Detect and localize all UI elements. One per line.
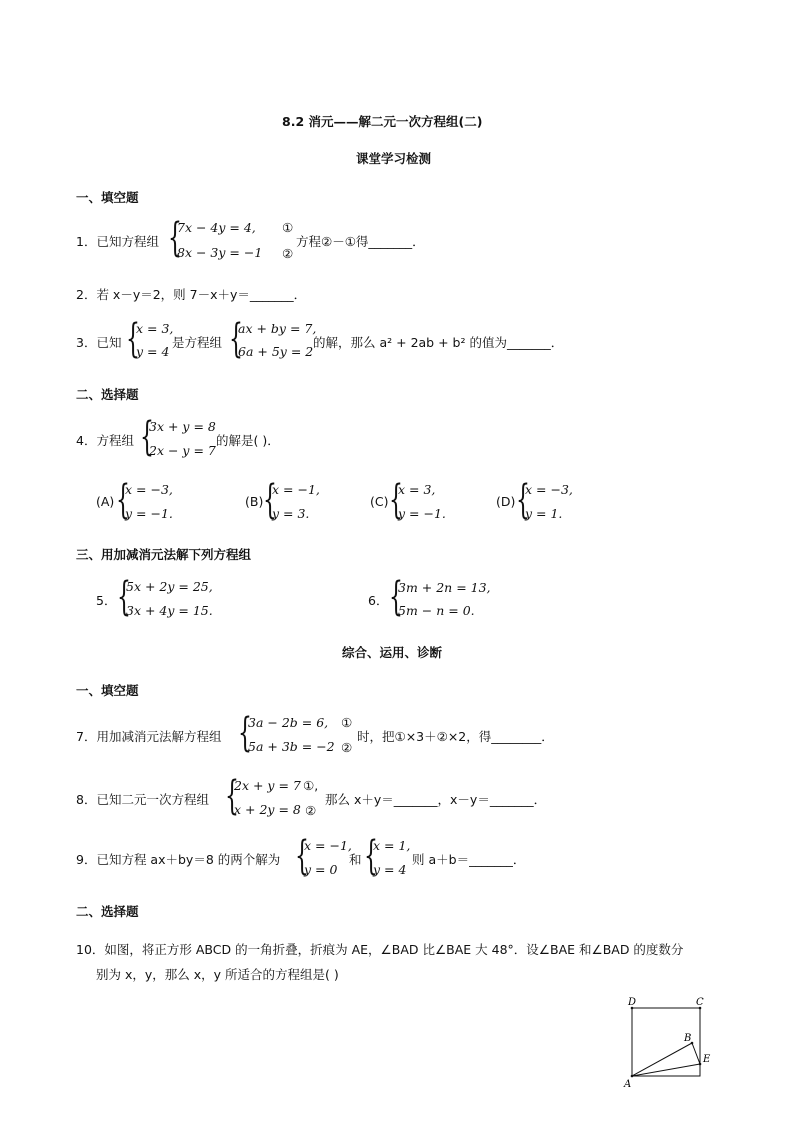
brace-icon: {	[168, 215, 182, 261]
q7-eq1: 3a − 2b = 6,	[248, 715, 329, 730]
option-c-eq2: y = −1.	[398, 506, 446, 521]
brace-icon: {	[263, 477, 277, 523]
q9-prefix: 9．已知方程 ax＋by＝8 的两个解为	[76, 852, 281, 867]
part1-heading: 一、填空题	[76, 190, 139, 205]
label-d: D	[628, 997, 637, 1008]
q1-eq2-mark: ②	[282, 246, 294, 261]
part5-heading: 二、选择题	[76, 904, 139, 919]
brace-icon: {	[126, 316, 140, 362]
point-a	[631, 1075, 634, 1078]
page-title: 8.2 消元——解二元一次方程组(二)	[282, 114, 483, 129]
brace-icon: {	[295, 833, 309, 879]
q10-line2: 别为 x，y，那么 x，y 所适合的方程组是( )	[96, 967, 339, 982]
part3-heading: 三、用加减消元法解下列方程组	[76, 547, 252, 562]
q1-prefix: 1．已知方程组	[76, 234, 159, 249]
brace-icon: {	[229, 316, 243, 362]
q9-s1-eq2: y = 0	[304, 862, 338, 877]
part4-heading: 一、填空题	[76, 683, 139, 698]
q8-eq2-mark: ②	[305, 803, 317, 818]
q8-eq2: x + 2y = 8	[234, 802, 301, 817]
q9-s2-eq1: x = 1,	[373, 838, 411, 853]
option-b-eq1: x = −1,	[272, 482, 320, 497]
q9-s1-eq1: x = −1,	[304, 838, 352, 853]
q1-eq2: 8x − 3y = −1	[177, 245, 263, 260]
square-fold-figure	[620, 996, 730, 1096]
brace-icon: {	[225, 773, 239, 819]
q4-suffix: 的解是( )．	[216, 433, 280, 448]
q4-eq2: 2x − y = 7	[149, 443, 216, 458]
label-e: E	[703, 1054, 711, 1065]
q8-eq1-mark: ①,	[303, 778, 319, 793]
brace-icon: {	[140, 414, 154, 460]
q8-suffix: 那么 x＋y＝_______，x－y＝_______．	[325, 792, 547, 807]
brace-icon: {	[238, 710, 252, 756]
q3-s1-eq1: x = 3,	[136, 321, 174, 336]
q2-text: 2．若 x－y＝2，则 7－x＋y＝_______．	[76, 287, 307, 302]
q9-s2-eq2: y = 4	[373, 862, 407, 877]
option-d-eq2: y = 1.	[525, 506, 563, 521]
q3-s2-eq1: ax + by = 7,	[238, 321, 317, 336]
q6-eq1: 3m + 2n = 13,	[398, 580, 491, 595]
q9-middle: 和	[349, 852, 362, 867]
section-title-classroom: 课堂学习检测	[356, 151, 432, 166]
q1-suffix: 方程②－①得_______．	[296, 234, 425, 249]
q7-suffix: 时，把①×3＋②×2，得________．	[357, 729, 554, 744]
q3-s2-eq2: 6a + 5y = 2	[238, 344, 314, 359]
q6-label: 6．	[368, 593, 389, 608]
q7-eq2-mark: ②	[341, 740, 353, 755]
option-c-eq1: x = 3,	[398, 482, 436, 497]
q3-s1-eq2: y = 4	[136, 344, 170, 359]
q8-prefix: 8．已知二元一次方程组	[76, 792, 209, 807]
q5-eq2: 3x + 4y = 15.	[126, 603, 213, 618]
q5-eq1: 5x + 2y = 25,	[126, 579, 213, 594]
option-d-eq1: x = −3,	[525, 482, 573, 497]
q5-label: 5．	[96, 593, 117, 608]
q7-eq1-mark: ①	[341, 715, 353, 730]
brace-icon: {	[117, 574, 131, 620]
option-b-eq2: y = 3.	[272, 506, 310, 521]
option-c-label[interactable]: (C)	[370, 494, 389, 509]
option-a-label[interactable]: (A)	[96, 494, 115, 509]
brace-icon: {	[389, 477, 403, 523]
option-d-label[interactable]: (D)	[496, 494, 516, 509]
q1-eq1-mark: ①	[282, 220, 294, 235]
point-e	[699, 1063, 702, 1066]
q3-suffix: 的解，那么 a² + 2ab + b² 的值为_______．	[313, 335, 564, 350]
q9-suffix: 则 a＋b＝_______．	[412, 852, 526, 867]
label-c: C	[696, 997, 704, 1008]
q3-middle: 是方程组	[172, 335, 223, 350]
q8-eq1: 2x + y = 7	[234, 778, 301, 793]
brace-icon: {	[116, 477, 130, 523]
section-title-comprehensive: 综合、运用、诊断	[342, 645, 443, 660]
label-b: B	[684, 1033, 692, 1044]
option-a-eq2: y = −1.	[125, 506, 173, 521]
q7-eq2: 5a + 3b = −2	[248, 739, 335, 754]
option-b-label[interactable]: (B)	[245, 494, 264, 509]
q1-eq1: 7x − 4y = 4,	[177, 220, 256, 235]
q7-prefix: 7．用加减消元法解方程组	[76, 729, 222, 744]
q3-prefix: 3．已知	[76, 335, 122, 350]
brace-icon: {	[389, 574, 403, 620]
part2-heading: 二、选择题	[76, 387, 139, 402]
q6-eq2: 5m − n = 0.	[398, 603, 475, 618]
brace-icon: {	[364, 833, 378, 879]
q10-line1: 10．如图，将正方形 ABCD 的一角折叠，折痕为 AE，∠BAD 比∠BAE 大 48°．设∠BAE 和∠BAD 的度数分	[76, 942, 684, 957]
label-a: A	[624, 1079, 632, 1090]
option-a-eq1: x = −3,	[125, 482, 173, 497]
brace-icon: {	[516, 477, 530, 523]
q4-eq1: 3x + y = 8	[149, 419, 216, 434]
q4-prefix: 4．方程组	[76, 433, 134, 448]
